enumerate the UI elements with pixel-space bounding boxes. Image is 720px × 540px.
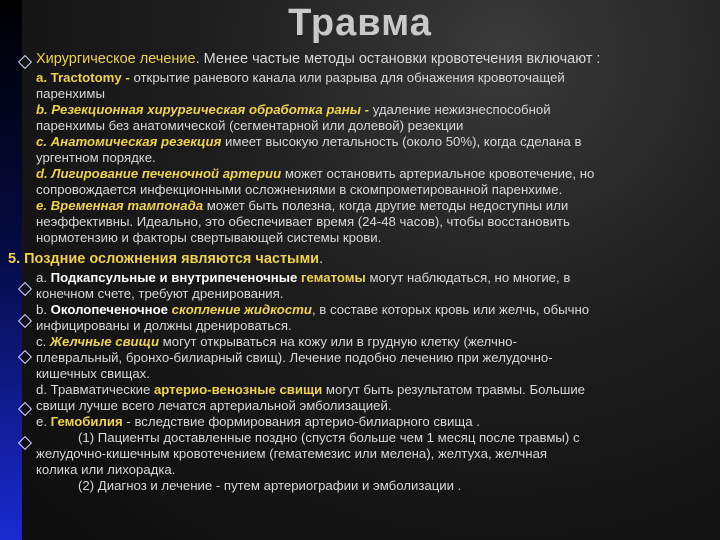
item-a-text: открытие раневого канала или разрыва для обнажения кровоточащей	[129, 70, 565, 85]
slide-title: Травма	[288, 2, 432, 44]
compl-c-highlight: Желчные свищи	[49, 334, 160, 349]
compl-d-pre: d. Травматические	[36, 382, 154, 397]
compl-b-highlight: скопление жидкости	[171, 302, 312, 317]
intro-heading-line	[0, 50, 720, 68]
compl-c-text-cont: плевральный, бронхо-билиарный свищ). Лечение подобно лечению при желудочно-	[36, 350, 553, 365]
treatment-item-c	[0, 134, 720, 166]
compl-b-text-cont: инфицированы и должны дренироваться.	[36, 318, 292, 333]
item-c-label: c. Анатомическая резекция	[36, 134, 222, 149]
compl-a-label: Подкапсульные и внутрипеченочные	[50, 270, 302, 285]
compl-d-highlight: артерио-венозные свищи	[153, 382, 323, 397]
section5-number: 5.	[8, 251, 25, 267]
compl-c-text: могут открываться на кожу или в грудную клетку (желчно-	[159, 334, 517, 349]
item-d-label: d. Лигирование печеночной артерии	[36, 166, 282, 181]
section5-heading: Поздние осложнения являются частыми	[24, 251, 320, 267]
complication-item-b	[0, 302, 720, 334]
compl-b-label: Околопеченочное	[50, 302, 172, 317]
treatment-item-e	[0, 198, 720, 246]
item-b-text-cont: паренхимы без анатомической (сегментарной или долевой) резекции	[36, 118, 464, 133]
slide-content	[0, 50, 720, 494]
compl-b-text: , в составе которых кровь или желчь, обычно	[311, 302, 590, 317]
intro-text: . Менее частые методы остановки кровотечения включают :	[195, 51, 601, 67]
item-a-label: a. Tractotomy -	[36, 70, 130, 85]
section5-dot: .	[319, 251, 324, 267]
compl-c-text-cont2: кишечных свищах.	[36, 366, 150, 381]
compl-e1-text: (1) Пациенты доставленные поздно (спустя больше чем 1 месяц после травмы) с	[78, 430, 580, 445]
item-a-text-cont: паренхимы	[36, 86, 105, 101]
compl-e-pre: e.	[36, 414, 51, 429]
compl-e-highlight: Гемобилия	[50, 414, 123, 429]
item-e-text-cont2: нормотензию и факторы свертывающей системы крови.	[36, 230, 382, 245]
compl-d-text: могут быть результатом травмы. Большие	[322, 382, 586, 397]
complication-item-d	[0, 382, 720, 414]
compl-a-text: могут наблюдаться, но многие, в	[365, 270, 571, 285]
item-e-label: e. Временная тампонада	[36, 198, 204, 213]
compl-e1-text-cont: желудочно-кишечным кровотечением (гематемезис или мелена), желтуха, желчная	[36, 446, 548, 461]
item-d-text-cont: сопровождается инфекционными осложнениями в скомпрометированной паренхиме.	[36, 182, 563, 197]
treatment-item-d	[0, 166, 720, 198]
item-d-text: может остановить артериальное кровотечение, но	[281, 166, 595, 181]
complication-item-a	[0, 270, 720, 302]
item-c-text: имеет высокую летальность (около 50%), когда сделана в	[221, 134, 582, 149]
compl-e1-text-cont2: колика или лихорадка.	[36, 462, 176, 477]
treatment-item-a	[0, 70, 720, 102]
item-b-label: b. Резекционная хирургическая обработка раны -	[36, 102, 370, 117]
section5-heading-line	[0, 250, 720, 268]
compl-d-text-cont: свищи лучше всего лечатся артериальной эмболизацией.	[36, 398, 392, 413]
item-e-text-cont: неэффективны. Идеально, это обеспечивает время (24-48 часов), чтобы восстановить	[36, 214, 570, 229]
item-b-text: удаление нежизнеспособной	[369, 102, 551, 117]
complication-item-e	[0, 414, 720, 494]
compl-a-pre: a.	[36, 270, 51, 285]
compl-e-text: - вследствие формирования артерио-билиарного свища .	[122, 414, 480, 429]
complication-item-c	[0, 334, 720, 382]
compl-a-highlight: гематомы	[301, 270, 366, 285]
treatment-item-b	[0, 102, 720, 134]
compl-c-pre: c.	[36, 334, 50, 349]
compl-e2-text: (2) Диагноз и лечение - путем артериографии и эмболизации .	[78, 478, 462, 493]
item-e-text: может быть полезна, когда другие методы недоступны или	[203, 198, 569, 213]
item-c-text-cont: ургентном порядке.	[36, 150, 156, 165]
compl-b-pre: b.	[36, 302, 51, 317]
compl-a-text-cont: конечном счете, требуют дренирования.	[36, 286, 284, 301]
intro-heading: Хирургическое лечение	[36, 51, 196, 67]
